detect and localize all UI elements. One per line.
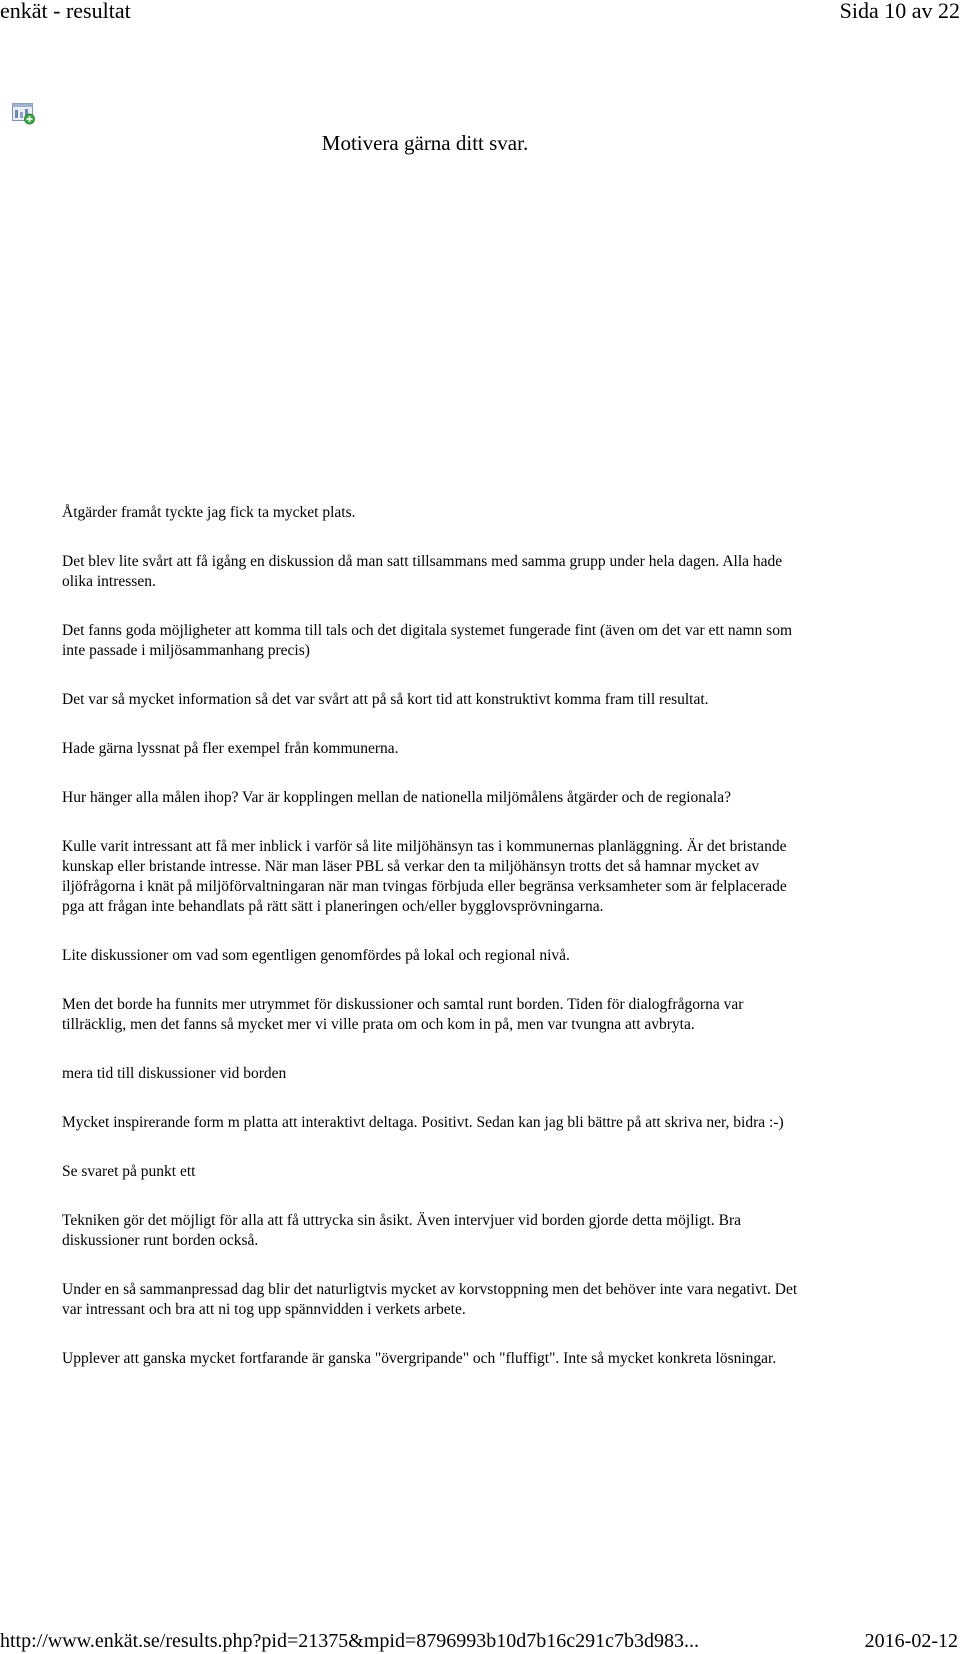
answer-text: Tekniken gör det möjligt för alla att få uttrycka sin åsikt. Även intervjuer vid borden gjorde detta möjligt. Bra diskussioner runt borden också. (62, 1212, 742, 1249)
answer-text: Lite diskussioner om vad som egentligen genomfördes på lokal och regional nivå. (62, 947, 570, 964)
print-date: 2016-02-12 (864, 1630, 958, 1652)
answer-text: Det blev lite svårt att få igång en diskussion då man satt tillsammans med samma grupp under hela dagen. Alla hade olika intressen. (62, 553, 783, 590)
page-number: Sida 10 av 22 (839, 0, 960, 23)
answer-text: mera tid till diskussioner vid borden (62, 1065, 287, 1082)
document-title: enkät - resultat (0, 0, 131, 23)
answer-text: Se svaret på punkt ett (62, 1163, 196, 1180)
answer-text: Men det borde ha funnits mer utrymmet för diskussioner och samtal runt borden. Tiden för dialogfrågorna var tillräcklig, men det fanns så mycket mer vi ville prata om och kom in på, men var tvungna att avbryta. (62, 996, 744, 1033)
answer-list (62, 503, 802, 1398)
answer-text: Hade gärna lyssnat på fler exempel från kommunerna. (62, 740, 399, 757)
answer-text: Åtgärder framåt tyckte jag fick ta mycket plats. (62, 504, 356, 521)
chart-icon[interactable] (12, 103, 36, 125)
answer-text: Hur hänger alla målen ihop? Var är kopplingen mellan de nationella miljömålens åtgärder och de regionala? (62, 789, 731, 806)
answer-text: Upplever att ganska mycket fortfarande är ganska "övergripande" och "fluffigt". Inte så mycket konkreta lösningar. (62, 1350, 777, 1367)
answer-text: Det var så mycket information så det var svårt att på så kort tid att konstruktivt komma fram till resultat. (62, 691, 709, 708)
answer-text: Mycket inspirerande form m platta att interaktivt deltaga. Positivt. Sedan kan jag bli bättre på att skriva ner, bidra :-) (62, 1114, 784, 1131)
answer-text: Kulle varit intressant att få mer inblick i varför så lite miljöhänsyn tas i kommunernas planläggning. Är det bristande kunskap eller bristande intresse. När man läser PBL så verkar den ta miljöhänsyn trotts det så hamnar mycket av iljöfrågorna i knät på miljöförvaltningaran när man tvingas förbjuda eller begränsa verksamheter som är felplacerade pga att frågan inte behandlats på rätt sätt i planeringen och/eller bygglovsprövningarna. (62, 838, 787, 915)
answer-text: Det fanns goda möjligheter att komma till tals och det digitala systemet fungerade fint (även om det var ett namn som inte passade i miljösammanhang precis) (62, 622, 793, 659)
answer-text: Under en så sammanpressad dag blir det naturligtvis mycket av korvstoppning men det behöver inte vara negativt. Det var intressant och bra att ni tog upp spännvidden i verkets arbete. (62, 1281, 798, 1318)
page-url: http://www.enkät.se/results.php?pid=21375&mpid=8796993b10d7b16c291c7b3d983... (0, 1630, 699, 1652)
question-title: Motivera gärna ditt svar. (321, 131, 529, 155)
